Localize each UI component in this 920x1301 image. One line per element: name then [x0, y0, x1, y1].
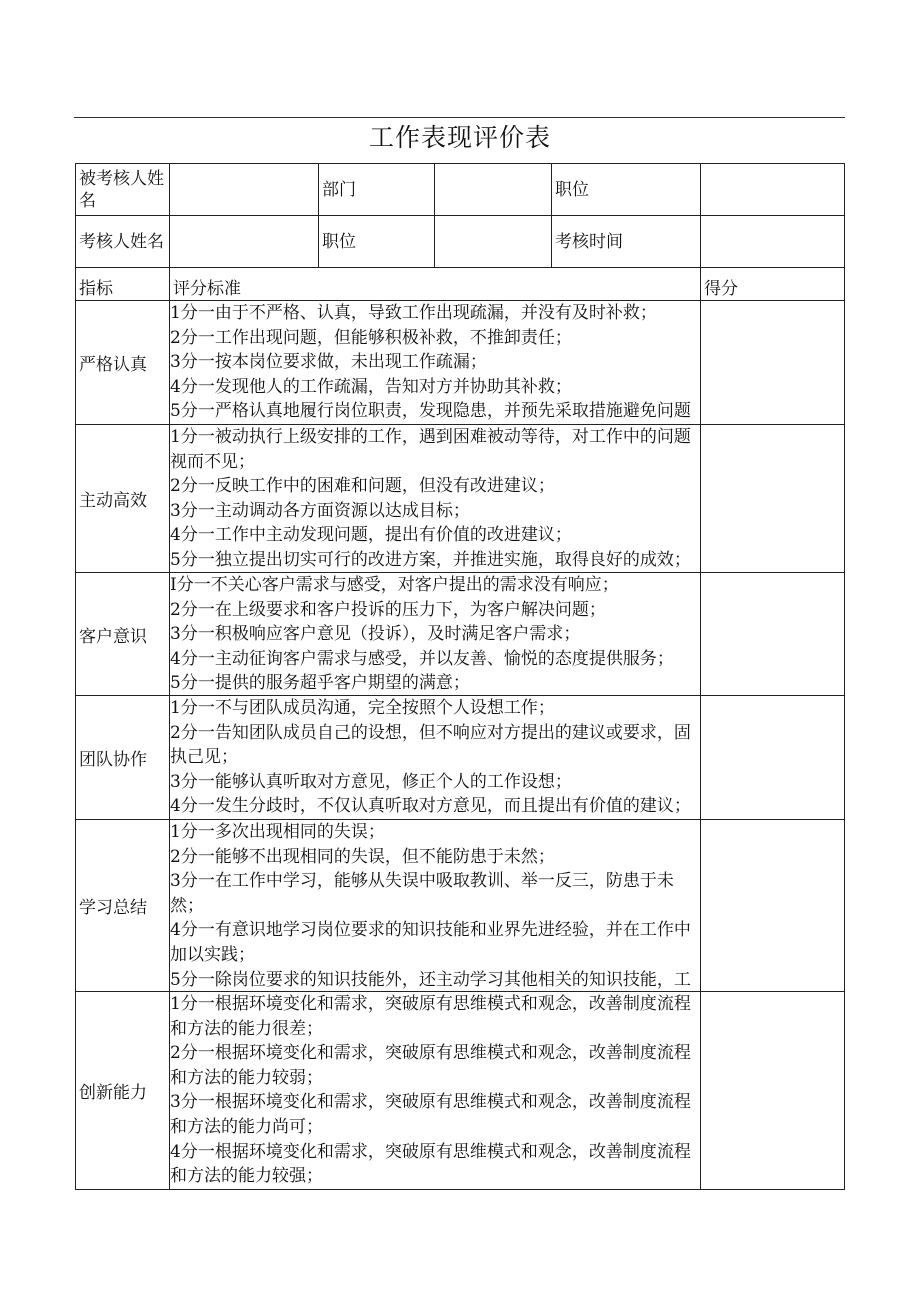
- reviewee-name-field[interactable]: [170, 164, 319, 216]
- criteria-item: I分一不关心客户需求与感受，对客户提出的需求没有响应；: [170, 575, 619, 595]
- criteria-item: 3分一积极响应客户意见（投诉），及时满足客户需求；: [170, 624, 581, 645]
- info-row-1: [76, 164, 845, 216]
- criteria-item: 2分一根据环境变化和需求，突破原有思维模式和观念，改善制度流程和方法的能力较弱；: [170, 1043, 691, 1088]
- criteria-item: 2分一能够不出现相同的失误，但不能防患于未然；: [170, 846, 555, 867]
- indicator-name: 主动高效: [79, 491, 147, 511]
- label-cell: [319, 164, 435, 216]
- criteria-header: 评分标准: [173, 279, 241, 299]
- page-title: 工作表现评价表: [368, 123, 551, 152]
- score-field[interactable]: [701, 820, 845, 992]
- criteria-item: 4分一发生分歧时，不仅认真听取对方意见，而且提出有价值的建议；: [170, 796, 691, 817]
- criteria-cell: [170, 992, 701, 1190]
- criteria-cell: [170, 573, 701, 696]
- score-field[interactable]: [701, 425, 845, 573]
- label-cell: [76, 216, 170, 268]
- criteria-item: 4分一发现他人的工作疏漏，告知对方并协助其补救；: [170, 376, 572, 397]
- criteria-item: 1分一根据环境变化和需求，突破原有思维模式和观念，改善制度流程和方法的能力很差；: [170, 994, 691, 1039]
- criteria-item: 3分一主动调动各方面资源以达成目标；: [170, 500, 470, 521]
- criteria-item: 4分一主动征询客户需求与感受，并以友善、愉悦的态度提供服务；: [170, 648, 674, 669]
- criteria-cell: [170, 696, 701, 820]
- score-field[interactable]: [701, 301, 845, 425]
- reviewee-name-label: 被考核人姓名: [79, 168, 164, 211]
- criteria-item: 5分一提供的服务超乎客户期望的满意；: [170, 673, 470, 694]
- criteria-item: 5分一除岗位要求的知识技能外，还主动学习其他相关的知识技能，工: [170, 969, 691, 990]
- criteria-item: 1分一被动执行上级安排的工作，遇到困难被动等待，对工作中的问题视而不见；: [170, 427, 691, 472]
- label-cell: [552, 164, 701, 216]
- section-row: [76, 820, 845, 992]
- header-row: [76, 268, 845, 301]
- section-row: [76, 696, 845, 820]
- criteria-item: 5分一独立提出切实可行的改进方案，并推进实施，取得良好的成效；: [170, 549, 691, 570]
- score-field[interactable]: [701, 992, 845, 1190]
- criteria-item: 4分一有意识地学习岗位要求的知识技能和业界先进经验，并在工作中加以实践；: [170, 920, 691, 965]
- reviewer-position-field[interactable]: [435, 216, 552, 268]
- indicator-header: 指标: [79, 279, 113, 299]
- indicator-cell: [76, 425, 170, 573]
- criteria-item: 3分一能够认真听取对方意见，修正个人的工作设想；: [170, 771, 572, 792]
- score-header: 得分: [704, 279, 738, 299]
- indicator-cell: [76, 301, 170, 425]
- label-cell: [319, 216, 435, 268]
- indicator-name: 客户意识: [79, 626, 147, 647]
- info-row-2: [76, 216, 845, 268]
- score-field[interactable]: [701, 696, 845, 820]
- indicator-name: 严格认真: [79, 355, 147, 375]
- criteria-item: 2分一在上级要求和客户投诉的压力下，为客户解决问题；: [170, 599, 606, 620]
- criteria-item: 2分一工作出现问题，但能够积极补救，不推卸责任；: [170, 327, 572, 348]
- reviewer-name-label: 考核人姓名: [79, 231, 164, 252]
- criteria-item: 4分一工作中主动发现问题，提出有价值的改进建议；: [170, 525, 572, 546]
- review-time-label: 考核时间: [555, 231, 623, 252]
- reviewer-position-label: 职位: [322, 231, 356, 252]
- criteria-cell: [170, 820, 701, 992]
- section-row: [76, 992, 845, 1190]
- indicator-cell: [76, 573, 170, 696]
- criteria-cell: [170, 425, 701, 573]
- indicator-name: 创新能力: [79, 1083, 147, 1103]
- section-row: [76, 573, 845, 696]
- criteria-item: 3分一按本岗位要求做，未出现工作疏漏；: [170, 352, 487, 373]
- section-row: [76, 425, 845, 573]
- evaluation-table: [75, 163, 845, 1190]
- indicator-name: 团队协作: [79, 750, 147, 770]
- criteria-item: 5分一严格认真地履行岗位职责，发现隐患，并预先采取措施避免问题: [170, 401, 691, 422]
- indicator-cell: [76, 696, 170, 820]
- label-cell: [552, 216, 701, 268]
- review-time-field[interactable]: [701, 216, 845, 268]
- indicator-cell: [76, 820, 170, 992]
- criteria-item: 1分一多次出现相同的失误；: [170, 822, 385, 842]
- reviewer-name-field[interactable]: [170, 216, 319, 268]
- department-field[interactable]: [435, 164, 552, 216]
- label-cell: [76, 164, 170, 216]
- position-field[interactable]: [701, 164, 845, 216]
- criteria-item: 2分一告知团队成员自己的设想，但不响应对方提出的建议或要求，固执己见；: [170, 722, 691, 768]
- indicator-cell: [76, 992, 170, 1190]
- department-label: 部门: [322, 179, 356, 200]
- header-cell: [170, 268, 701, 301]
- criteria-item: 1分一由于不严格、认真，导致工作出现疏漏，并没有及时补救；: [170, 303, 657, 323]
- criteria-item: 1分一不与团队成员沟通，完全按照个人设想工作；: [170, 698, 555, 718]
- criteria-item: 3分一在工作中学习，能够从失误中吸取教训、举一反三，防患于未然；: [170, 871, 674, 916]
- indicator-name: 学习总结: [79, 898, 147, 918]
- criteria-item: 4分一根据环境变化和需求，突破原有思维模式和观念，改善制度流程和方法的能力较强；: [170, 1141, 691, 1187]
- header-cell: [701, 268, 845, 301]
- criteria-item: 2分一反映工作中的困难和问题，但没有改进建议；: [170, 476, 555, 497]
- criteria-cell: [170, 301, 701, 425]
- section-row: [76, 301, 845, 425]
- header-cell: [76, 268, 170, 301]
- criteria-item: 3分一根据环境变化和需求，突破原有思维模式和观念，改善制度流程和方法的能力尚可；: [170, 1092, 691, 1137]
- score-field[interactable]: [701, 573, 845, 696]
- position-label: 职位: [555, 179, 589, 200]
